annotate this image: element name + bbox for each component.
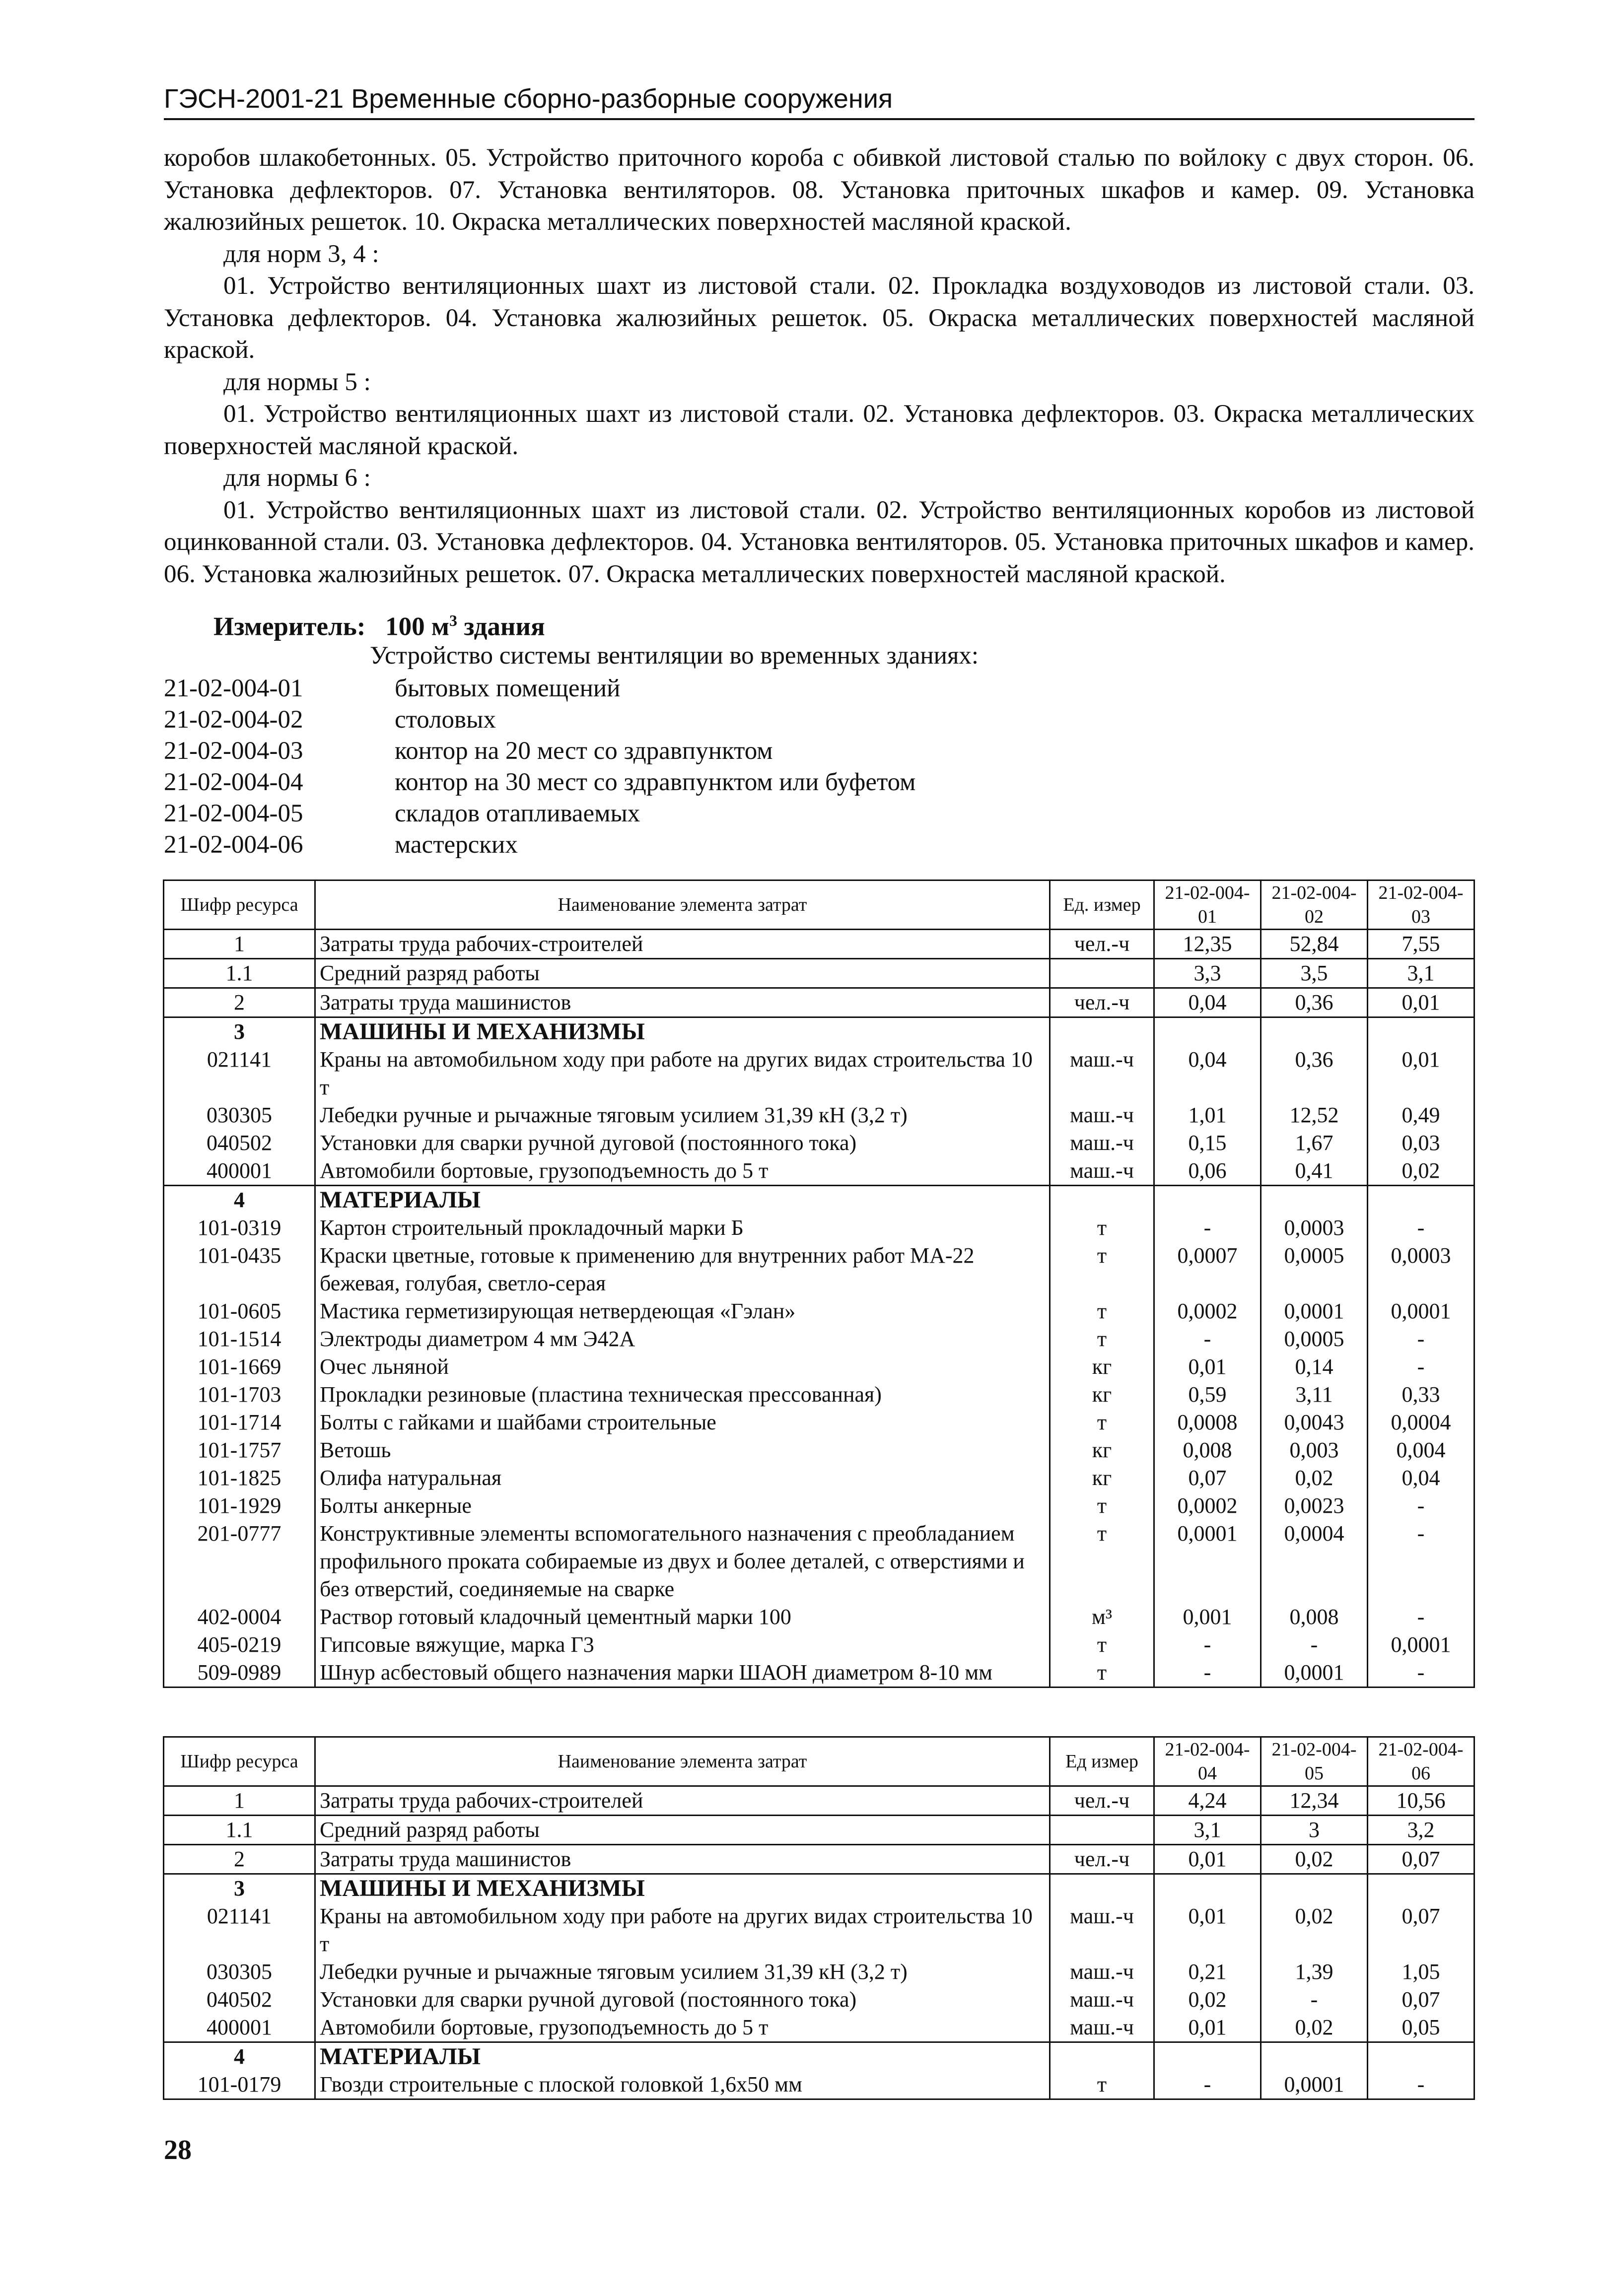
table-row (164, 1242, 1474, 1297)
norm-code: 21-02-004-01 (164, 675, 303, 702)
cost-element-name: Затраты труда машинистов (315, 1845, 1050, 1874)
value-col-1: 0,04 (1154, 988, 1261, 1017)
unit: кг (1050, 1353, 1154, 1381)
value-col-3: 0,07 (1368, 1845, 1474, 1874)
unit (1050, 1874, 1154, 1903)
cost-element-name: Краны на автомобильном ходу при работе на других видах строительства 10 т (315, 1046, 1050, 1101)
value-col-1: 0,01 (1154, 2014, 1261, 2042)
value-col-2: 0,36 (1261, 988, 1368, 1017)
unit: т (1050, 1325, 1154, 1353)
resource-code: 101-1757 (164, 1436, 315, 1464)
code-list-item (164, 736, 915, 767)
resource-code: 400001 (164, 2014, 315, 2042)
unit: чел.-ч (1050, 988, 1154, 1017)
column-header: Наименование элемента затрат (315, 880, 1050, 930)
measure-suffix: здания (464, 612, 545, 641)
measure-sup: 3 (449, 611, 457, 629)
cost-element-name: Конструктивные элементы вспомогательного назначения с преобладанием профильного проката собираемые из двух и более деталей, с отверстиями и без отверстий, соединяемые на сварке (315, 1520, 1050, 1603)
resource-code: 509-0989 (164, 1659, 315, 1688)
value-col-1 (1154, 1874, 1261, 1903)
value-col-3: 0,0001 (1368, 1631, 1474, 1659)
value-col-3: 3,2 (1368, 1816, 1474, 1845)
value-col-2: 1,67 (1261, 1129, 1368, 1157)
value-col-2 (1261, 1186, 1368, 1215)
resource-code: 021141 (164, 1902, 315, 1958)
value-col-3: - (1368, 2071, 1474, 2099)
cost-element-name: МАШИНЫ И МЕХАНИЗМЫ (315, 1874, 1050, 1903)
resource-code: 405-0219 (164, 1631, 315, 1659)
value-col-1: 0,59 (1154, 1381, 1261, 1409)
norm-name: бытовых помещений (395, 675, 621, 702)
unit: кг (1050, 1436, 1154, 1464)
table-row (164, 1816, 1474, 1845)
unit: маш.-ч (1050, 1902, 1154, 1958)
unit: т (1050, 1297, 1154, 1325)
resource-code: 101-1929 (164, 1492, 315, 1520)
unit: маш.-ч (1050, 1958, 1154, 1986)
unit: т (1050, 1214, 1154, 1242)
unit: маш.-ч (1050, 1986, 1154, 2014)
table-row (164, 1381, 1474, 1409)
cost-element-name: Затраты труда машинистов (315, 988, 1050, 1017)
cost-element-name: МАТЕРИАЛЫ (315, 2042, 1050, 2071)
unit: т (1050, 1659, 1154, 1688)
table-row (164, 1902, 1474, 1958)
table-row (164, 2014, 1474, 2042)
cost-element-name: Электроды диаметром 4 мм Э42А (315, 1325, 1050, 1353)
cost-element-name: Болты анкерные (315, 1492, 1050, 1520)
unit (1050, 1816, 1154, 1845)
value-col-2: 0,02 (1261, 1464, 1368, 1492)
value-col-3: 10,56 (1368, 1786, 1474, 1816)
paragraph: 01. Устройство вентиляционных шахт из листовой стали. 02. Устройство вентиляционных коробов из листовой оцинкованной стали. 03. Установка дефлекторов. 04. Установка вентиляторов. 05. Установка приточных шкафов и камер. 06. Установка жалюзийных решеток. 07. Окраска металлических поверхностей масляной краской. (164, 496, 1474, 588)
column-header: 21-02-004-03 (1368, 880, 1474, 930)
unit (1050, 1186, 1154, 1215)
column-header: Ед измер (1050, 1737, 1154, 1786)
value-col-3: 3,1 (1368, 959, 1474, 988)
value-col-2: - (1261, 1986, 1368, 2014)
cost-element-name: Картон строительный прокладочный марки Б (315, 1214, 1050, 1242)
value-col-2: 0,0043 (1261, 1409, 1368, 1436)
resource-code: 201-0777 (164, 1520, 315, 1603)
value-col-3: 0,0001 (1368, 1297, 1474, 1325)
value-col-2: 0,0001 (1261, 2071, 1368, 2099)
value-col-1: - (1154, 1325, 1261, 1353)
value-col-1 (1154, 2042, 1261, 2071)
column-header: Шифр ресурса (164, 1737, 315, 1786)
resource-code: 101-1514 (164, 1325, 315, 1353)
cost-element-name: МАШИНЫ И МЕХАНИЗМЫ (315, 1017, 1050, 1046)
unit: маш.-ч (1050, 1157, 1154, 1186)
column-header: Ед. измер (1050, 880, 1154, 930)
cost-element-name: Шнур асбестовый общего назначения марки ШАОН диаметром 8-10 мм (315, 1659, 1050, 1688)
value-col-3: 0,03 (1368, 1129, 1474, 1157)
unit: т (1050, 1520, 1154, 1603)
resource-code: 040502 (164, 1986, 315, 2014)
value-col-2: 0,02 (1261, 2014, 1368, 2042)
resource-code: 040502 (164, 1129, 315, 1157)
value-col-2: 0,008 (1261, 1603, 1368, 1631)
value-col-1: 0,06 (1154, 1157, 1261, 1186)
value-col-1: 0,0002 (1154, 1297, 1261, 1325)
table-row (164, 1297, 1474, 1325)
value-col-3: - (1368, 1659, 1474, 1688)
table-row (164, 1325, 1474, 1353)
value-col-3: 0,49 (1368, 1101, 1474, 1129)
resource-code: 101-1825 (164, 1464, 315, 1492)
unit: кг (1050, 1381, 1154, 1409)
resource-code: 1 (164, 930, 315, 959)
norm-name: мастерских (395, 831, 518, 859)
value-col-1: - (1154, 1214, 1261, 1242)
cost-element-name: Краски цветные, готовые к применению для внутренних работ МА-22 бежевая, голубая, светло-серая (315, 1242, 1050, 1297)
norm-name: контор на 20 мест со здравпунктом (395, 737, 773, 765)
norm-name: столовых (395, 706, 496, 734)
subheading: для норм 3, 4 : (223, 240, 379, 268)
table-row (164, 1214, 1474, 1242)
norm-code: 21-02-004-05 (164, 800, 303, 827)
cost-element-name: Затраты труда рабочих-строителей (315, 1786, 1050, 1816)
unit: маш.-ч (1050, 1101, 1154, 1129)
value-col-1: 0,0008 (1154, 1409, 1261, 1436)
paragraph: коробов шлакобетонных. 05. Устройство приточного короба с обивкой листовой сталью по войлоку с двух сторон. 06. Установка дефлекторов. 07. Установка вентиляторов. 08. Установка приточных шкафов и камер. 09. Установка жалюзийных решеток. 10. Окраска металлических поверхностей масляной краской. (164, 144, 1474, 236)
column-header: 21-02-004-02 (1261, 880, 1368, 930)
resource-code: 402-0004 (164, 1603, 315, 1631)
norm-code: 21-02-004-02 (164, 706, 303, 734)
value-col-2: 0,003 (1261, 1436, 1368, 1464)
value-col-2: 12,34 (1261, 1786, 1368, 1816)
value-col-3: 0,01 (1368, 1046, 1474, 1101)
unit: м³ (1050, 1603, 1154, 1631)
resource-code: 2 (164, 1845, 315, 1874)
value-col-2 (1261, 1017, 1368, 1046)
table-row (164, 1101, 1474, 1129)
page-header: ГЭСН-2001-21 Временные сборно-разборные сооружения (164, 83, 1474, 120)
value-col-3: 0,05 (1368, 2014, 1474, 2042)
unit: маш.-ч (1050, 1129, 1154, 1157)
norm-code: 21-02-004-04 (164, 768, 303, 796)
value-col-3: - (1368, 1492, 1474, 1520)
value-col-1: 4,24 (1154, 1786, 1261, 1816)
unit: кг (1050, 1464, 1154, 1492)
cost-element-name: Краны на автомобильном ходу при работе на других видах строительства 10 т (315, 1902, 1050, 1958)
value-col-1 (1154, 1186, 1261, 1215)
value-col-1: 0,07 (1154, 1464, 1261, 1492)
value-col-3: 0,33 (1368, 1381, 1474, 1409)
column-header: 21-02-004-06 (1368, 1737, 1474, 1786)
value-col-3: - (1368, 1325, 1474, 1353)
value-col-2 (1261, 1874, 1368, 1903)
cost-element-name: Автомобили бортовые, грузоподъемность до 5 т (315, 2014, 1050, 2042)
table-row (164, 1874, 1474, 1903)
resource-code: 3 (164, 1874, 315, 1903)
value-col-2: 0,36 (1261, 1046, 1368, 1101)
code-list-item (164, 704, 915, 736)
cost-element-name: МАТЕРИАЛЫ (315, 1186, 1050, 1215)
resource-code: 101-1669 (164, 1353, 315, 1381)
body-text (164, 142, 1474, 590)
value-col-1: - (1154, 1631, 1261, 1659)
table-row (164, 988, 1474, 1017)
cost-element-name: Гипсовые вяжущие, марка Г3 (315, 1631, 1050, 1659)
cost-element-name: Очес льняной (315, 1353, 1050, 1381)
measure-value: 100 м (385, 612, 449, 641)
value-col-1: 1,01 (1154, 1101, 1261, 1129)
cost-element-name: Раствор готовый кладочный цементный марки 100 (315, 1603, 1050, 1631)
norm-name: контор на 30 мест со здравпунктом или буфетом (395, 768, 916, 796)
table-row (164, 2071, 1474, 2099)
value-col-3: 0,07 (1368, 1902, 1474, 1958)
resource-code: 4 (164, 1186, 315, 1215)
cost-element-name: Затраты труда рабочих-строителей (315, 930, 1050, 959)
unit: чел.-ч (1050, 1786, 1154, 1816)
code-list-item (164, 673, 915, 704)
paragraph: 01. Устройство вентиляционных шахт из листовой стали. 02. Прокладка воздуховодов из листовой стали. 03. Установка дефлекторов. 04. Установка жалюзийных решеток. 05. Окраска металлических поверхностей масляной краской. (164, 272, 1474, 364)
resource-code: 400001 (164, 1157, 315, 1186)
table-row (164, 1046, 1474, 1101)
cost-element-name: Лебедки ручные и рычажные тяговым усилием 31,39 кН (3,2 т) (315, 1958, 1050, 1986)
table-row (164, 1520, 1474, 1603)
table-row (164, 1845, 1474, 1874)
cost-element-name: Ветошь (315, 1436, 1050, 1464)
value-col-3 (1368, 1874, 1474, 1903)
value-col-2: 0,41 (1261, 1157, 1368, 1186)
unit: маш.-ч (1050, 1046, 1154, 1101)
page-number: 28 (164, 2135, 192, 2165)
unit (1050, 2042, 1154, 2071)
value-col-2: 1,39 (1261, 1958, 1368, 1986)
value-col-1: 0,001 (1154, 1603, 1261, 1631)
value-col-2: 0,02 (1261, 1845, 1368, 1874)
value-col-1: 3,3 (1154, 959, 1261, 988)
unit: т (1050, 1409, 1154, 1436)
resource-table-1 (163, 879, 1475, 1688)
value-col-3: 0,0003 (1368, 1242, 1474, 1297)
value-col-1: - (1154, 1659, 1261, 1688)
table-row (164, 1464, 1474, 1492)
table-row (164, 1603, 1474, 1631)
code-list-item (164, 798, 915, 829)
value-col-3: - (1368, 1214, 1474, 1242)
cost-element-name: Прокладки резиновые (пластина техническая прессованная) (315, 1381, 1050, 1409)
value-col-1: 0,04 (1154, 1046, 1261, 1101)
value-col-3: 1,05 (1368, 1958, 1474, 1986)
resource-code: 101-0605 (164, 1297, 315, 1325)
column-header: 21-02-004-01 (1154, 880, 1261, 930)
table-row (164, 959, 1474, 988)
value-col-3 (1368, 1017, 1474, 1046)
resource-code: 101-0179 (164, 2071, 315, 2099)
cost-element-name: Средний разряд работы (315, 1816, 1050, 1845)
unit: маш.-ч (1050, 2014, 1154, 2042)
resource-code: 2 (164, 988, 315, 1017)
measure-label: Измеритель: (213, 612, 366, 641)
value-col-2: 0,0005 (1261, 1325, 1368, 1353)
value-col-2: 0,14 (1261, 1353, 1368, 1381)
value-col-2: 3 (1261, 1816, 1368, 1845)
value-col-3: - (1368, 1603, 1474, 1631)
table-row (164, 1786, 1474, 1816)
value-col-1: 0,01 (1154, 1902, 1261, 1958)
resource-code: 101-1703 (164, 1381, 315, 1409)
value-col-2 (1261, 2042, 1368, 2071)
value-col-1: 0,15 (1154, 1129, 1261, 1157)
norm-code: 21-02-004-03 (164, 737, 303, 765)
resource-code: 1 (164, 1786, 315, 1816)
resource-code: 101-0319 (164, 1214, 315, 1242)
table-row (164, 1409, 1474, 1436)
table-row (164, 1186, 1474, 1215)
column-header: 21-02-004-05 (1261, 1737, 1368, 1786)
value-col-1 (1154, 1017, 1261, 1046)
resource-code: 3 (164, 1017, 315, 1046)
value-col-1: - (1154, 2071, 1261, 2099)
table-header-row (164, 880, 1474, 930)
unit (1050, 1017, 1154, 1046)
unit: чел.-ч (1050, 1845, 1154, 1874)
unit: т (1050, 1492, 1154, 1520)
cost-element-name: Олифа натуральная (315, 1464, 1050, 1492)
table-row (164, 1631, 1474, 1659)
norm-code: 21-02-004-06 (164, 831, 303, 859)
unit: т (1050, 1631, 1154, 1659)
value-col-2: 0,0005 (1261, 1242, 1368, 1297)
resource-code: 030305 (164, 1101, 315, 1129)
intro-text: Устройство системы вентиляции во временных зданиях: (370, 642, 979, 670)
value-col-1: 3,1 (1154, 1816, 1261, 1845)
unit (1050, 959, 1154, 988)
column-header: Наименование элемента затрат (315, 1737, 1050, 1786)
value-col-3: 0,01 (1368, 988, 1474, 1017)
value-col-3: 0,07 (1368, 1986, 1474, 2014)
resource-code: 4 (164, 2042, 315, 2071)
resource-table-2 (163, 1736, 1475, 2100)
value-col-1: 12,35 (1154, 930, 1261, 959)
cost-element-name: Гвозди строительные с плоской головкой 1,6х50 мм (315, 2071, 1050, 2099)
resource-code: 101-0435 (164, 1242, 315, 1297)
value-col-1: 0,01 (1154, 1845, 1261, 1874)
code-list (164, 673, 915, 861)
paragraph: 01. Устройство вентиляционных шахт из листовой стали. 02. Установка дефлекторов. 03. Окраска металлических поверхностей масляной краской. (164, 400, 1474, 460)
column-header: 21-02-004-04 (1154, 1737, 1261, 1786)
cost-element-name: Средний разряд работы (315, 959, 1050, 988)
value-col-3: 0,004 (1368, 1436, 1474, 1464)
cost-element-name: Лебедки ручные и рычажные тяговым усилием 31,39 кН (3,2 т) (315, 1101, 1050, 1129)
table-row (164, 1436, 1474, 1464)
code-list-item (164, 767, 915, 798)
norm-name: складов отапливаемых (395, 800, 640, 827)
cost-element-name: Установки для сварки ручной дуговой (постоянного тока) (315, 1986, 1050, 2014)
table-row (164, 2042, 1474, 2071)
value-col-1: 0,21 (1154, 1958, 1261, 1986)
column-header: Шифр ресурса (164, 880, 315, 930)
cost-element-name: Мастика герметизирующая нетвердеющая «Гэлан» (315, 1297, 1050, 1325)
subheading: для нормы 6 : (223, 464, 371, 492)
resource-code: 1.1 (164, 1816, 315, 1845)
unit: т (1050, 2071, 1154, 2099)
subheading: для нормы 5 : (223, 368, 371, 396)
table-row (164, 1659, 1474, 1688)
value-col-3 (1368, 1186, 1474, 1215)
value-col-1: 0,0001 (1154, 1520, 1261, 1603)
value-col-3: - (1368, 1353, 1474, 1381)
table-row (164, 1157, 1474, 1186)
unit: чел.-ч (1050, 930, 1154, 959)
value-col-2: 0,02 (1261, 1902, 1368, 1958)
cost-element-name: Автомобили бортовые, грузоподъемность до 5 т (315, 1157, 1050, 1186)
value-col-2: 0,0001 (1261, 1659, 1368, 1688)
cost-element-name: Установки для сварки ручной дуговой (постоянного тока) (315, 1129, 1050, 1157)
value-col-2: 3,5 (1261, 959, 1368, 988)
value-col-3: 7,55 (1368, 930, 1474, 959)
table-row (164, 1958, 1474, 1986)
value-col-1: 0,01 (1154, 1353, 1261, 1381)
value-col-3 (1368, 2042, 1474, 2071)
resource-code: 021141 (164, 1046, 315, 1101)
value-col-3: 0,0004 (1368, 1409, 1474, 1436)
table-row (164, 930, 1474, 959)
value-col-1: 0,0007 (1154, 1242, 1261, 1297)
value-col-2: 0,0023 (1261, 1492, 1368, 1520)
table-header-row (164, 1737, 1474, 1786)
table-row (164, 1986, 1474, 2014)
resource-code: 101-1714 (164, 1409, 315, 1436)
table-row (164, 1129, 1474, 1157)
table-row (164, 1017, 1474, 1046)
value-col-1: 0,02 (1154, 1986, 1261, 2014)
measure-unit (213, 611, 545, 642)
value-col-3: - (1368, 1520, 1474, 1603)
value-col-2: 0,0001 (1261, 1297, 1368, 1325)
table-row (164, 1353, 1474, 1381)
value-col-2: 0,0003 (1261, 1214, 1368, 1242)
unit: т (1050, 1242, 1154, 1297)
value-col-1: 0,008 (1154, 1436, 1261, 1464)
value-col-1: 0,0002 (1154, 1492, 1261, 1520)
value-col-2: 0,0004 (1261, 1520, 1368, 1603)
value-col-2: 12,52 (1261, 1101, 1368, 1129)
table-row (164, 1492, 1474, 1520)
value-col-3: 0,04 (1368, 1464, 1474, 1492)
value-col-2: - (1261, 1631, 1368, 1659)
resource-code: 1.1 (164, 959, 315, 988)
code-list-item (164, 829, 915, 861)
cost-element-name: Болты с гайками и шайбами строительные (315, 1409, 1050, 1436)
resource-code: 030305 (164, 1958, 315, 1986)
value-col-3: 0,02 (1368, 1157, 1474, 1186)
value-col-2: 3,11 (1261, 1381, 1368, 1409)
value-col-2: 52,84 (1261, 930, 1368, 959)
